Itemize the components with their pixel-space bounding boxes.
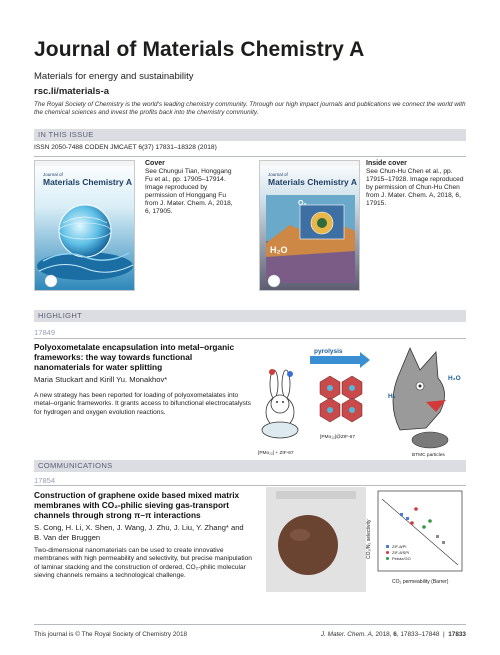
section-label: COMMUNICATIONS [38,461,113,470]
cover-title-small: Journal of [268,172,288,177]
section-bar-highlight [34,310,466,322]
h2o-label: H₂O [448,375,461,382]
figure-label-middle: [PMo₁₂]@ZIF-67 [320,435,356,440]
journal-subtitle: Materials for energy and sustainability [34,71,194,82]
journal-title: Journal of Materials Chemistry A [34,38,365,61]
legend-entry: Pebax/GO [392,556,411,561]
cover-image[interactable] [34,160,135,291]
section-label: IN THIS ISSUE [38,130,94,139]
pyrolysis-label: pyrolysis [314,348,343,355]
cover-title-big: Materials Chemistry A [268,177,357,187]
footer-citation: J. Mater. Chem. A, 2018, 6, 17833–17848 | 17833 [320,631,466,638]
article-authors: Maria Stuckart and Kirill Yu. Monakhov* [34,375,168,384]
cover-artwork [35,161,135,291]
inside-cover-artwork [260,161,360,291]
article-page-number[interactable]: 17849 [34,328,56,337]
plot-ylabel: CO₂/N₂ selectivity [366,519,372,559]
section-bar-communications [34,460,466,472]
cover-title-small: Journal of [43,172,63,177]
cover-heading: Cover [145,160,165,167]
svg-text:O₂: O₂ [298,200,307,207]
divider [34,156,466,157]
citation-journal: J. Mater. Chem. A [320,631,372,638]
article-authors: S. Cong, H. Li, X. Shen, J. Wang, J. Zhu, J. Liu, Y. Zhang* and B. Van der Bruggen [34,523,244,542]
h2-label: H₂ [388,393,396,400]
cover-title-big: Materials Chemistry A [43,177,132,187]
legend-entry: ZIF-8/SPI [392,550,410,555]
citation-pages: , 17833–17848 [396,631,440,638]
article-abstract: A new strategy has been reported for loading of polyoxometalates into metal–organic frameworks. It grants access to bifunctional electrocatalysts for hydrogen and oxygen evolution reactions. [34,392,251,416]
communications-graphic [266,487,466,592]
plot-xlabel: CO₂ permeability (Barrer) [392,579,449,585]
footer-copyright: This journal is © The Royal Society of Chemistry 2018 [34,631,188,638]
rsc-blurb: The Royal Society of Chemistry is the world's leading chemistry community. Through our high impact journals and publications we connect the world with the chemical sciences and invest the profits back into the chemistry community. [34,101,466,116]
inside-cover-caption [366,160,466,208]
divider [34,485,466,486]
svg-text:H₂O: H₂O [270,245,288,255]
article-abstract: Two-dimensional nanomaterials can be used to create innovative membranes with high permeability and selectivity, but precise manipulation of laminar stacking and the construction of ordered, CO₂-philic molecular sieving channels remains a technological challenge. [34,547,252,579]
citation-year: , 2018, [371,631,394,638]
cover-text: See Chun-Hu Chen et al., pp. 17915–17928. Image reproduced by permission of Chun-Hu Chen from J. Mater. Chem. A, 2018, 6, 17915. [366,168,464,207]
cover-text: See Chungui Tian, Honggang Fu et al., pp. 17905–17914. Image reproduced by permission of Honggang Fu from J. Mater. Chem. A, 2018, 6, 17905. [145,168,233,215]
figure-label-right: BTMC particles [412,453,445,458]
page-number: 17833 [448,631,466,638]
journal-url[interactable]: rsc.li/materials-a [34,86,109,97]
highlight-graphic [250,342,466,460]
issn-line: ISSN 2050-7488 CODEN JMCAET 6(37) 17831–18328 (2018) [34,144,217,151]
section-label: HIGHLIGHT [38,311,83,320]
inside-cover-image[interactable] [259,160,360,291]
divider [34,338,466,339]
legend-entry: ZIF-8/PI [392,544,407,549]
figure-label-left: [PMo₁₂] + ZIF-67 [258,451,294,456]
section-bar-in-this-issue [34,129,466,141]
article-page-number[interactable]: 17854 [34,476,56,485]
cover-caption [145,160,237,216]
citation-volume: 6 [393,631,397,638]
footer-divider [34,624,466,625]
cover-heading: Inside cover [366,160,407,167]
article-title[interactable]: Construction of graphene oxide based mixed matrix membranes with CO₂-philic sieving gas-transport channels through strong π–π interactions [34,490,240,520]
article-title[interactable]: Polyoxometalate encapsulation into metal–organic frameworks: the way towards functional nanomaterials for water splitting [34,342,235,372]
